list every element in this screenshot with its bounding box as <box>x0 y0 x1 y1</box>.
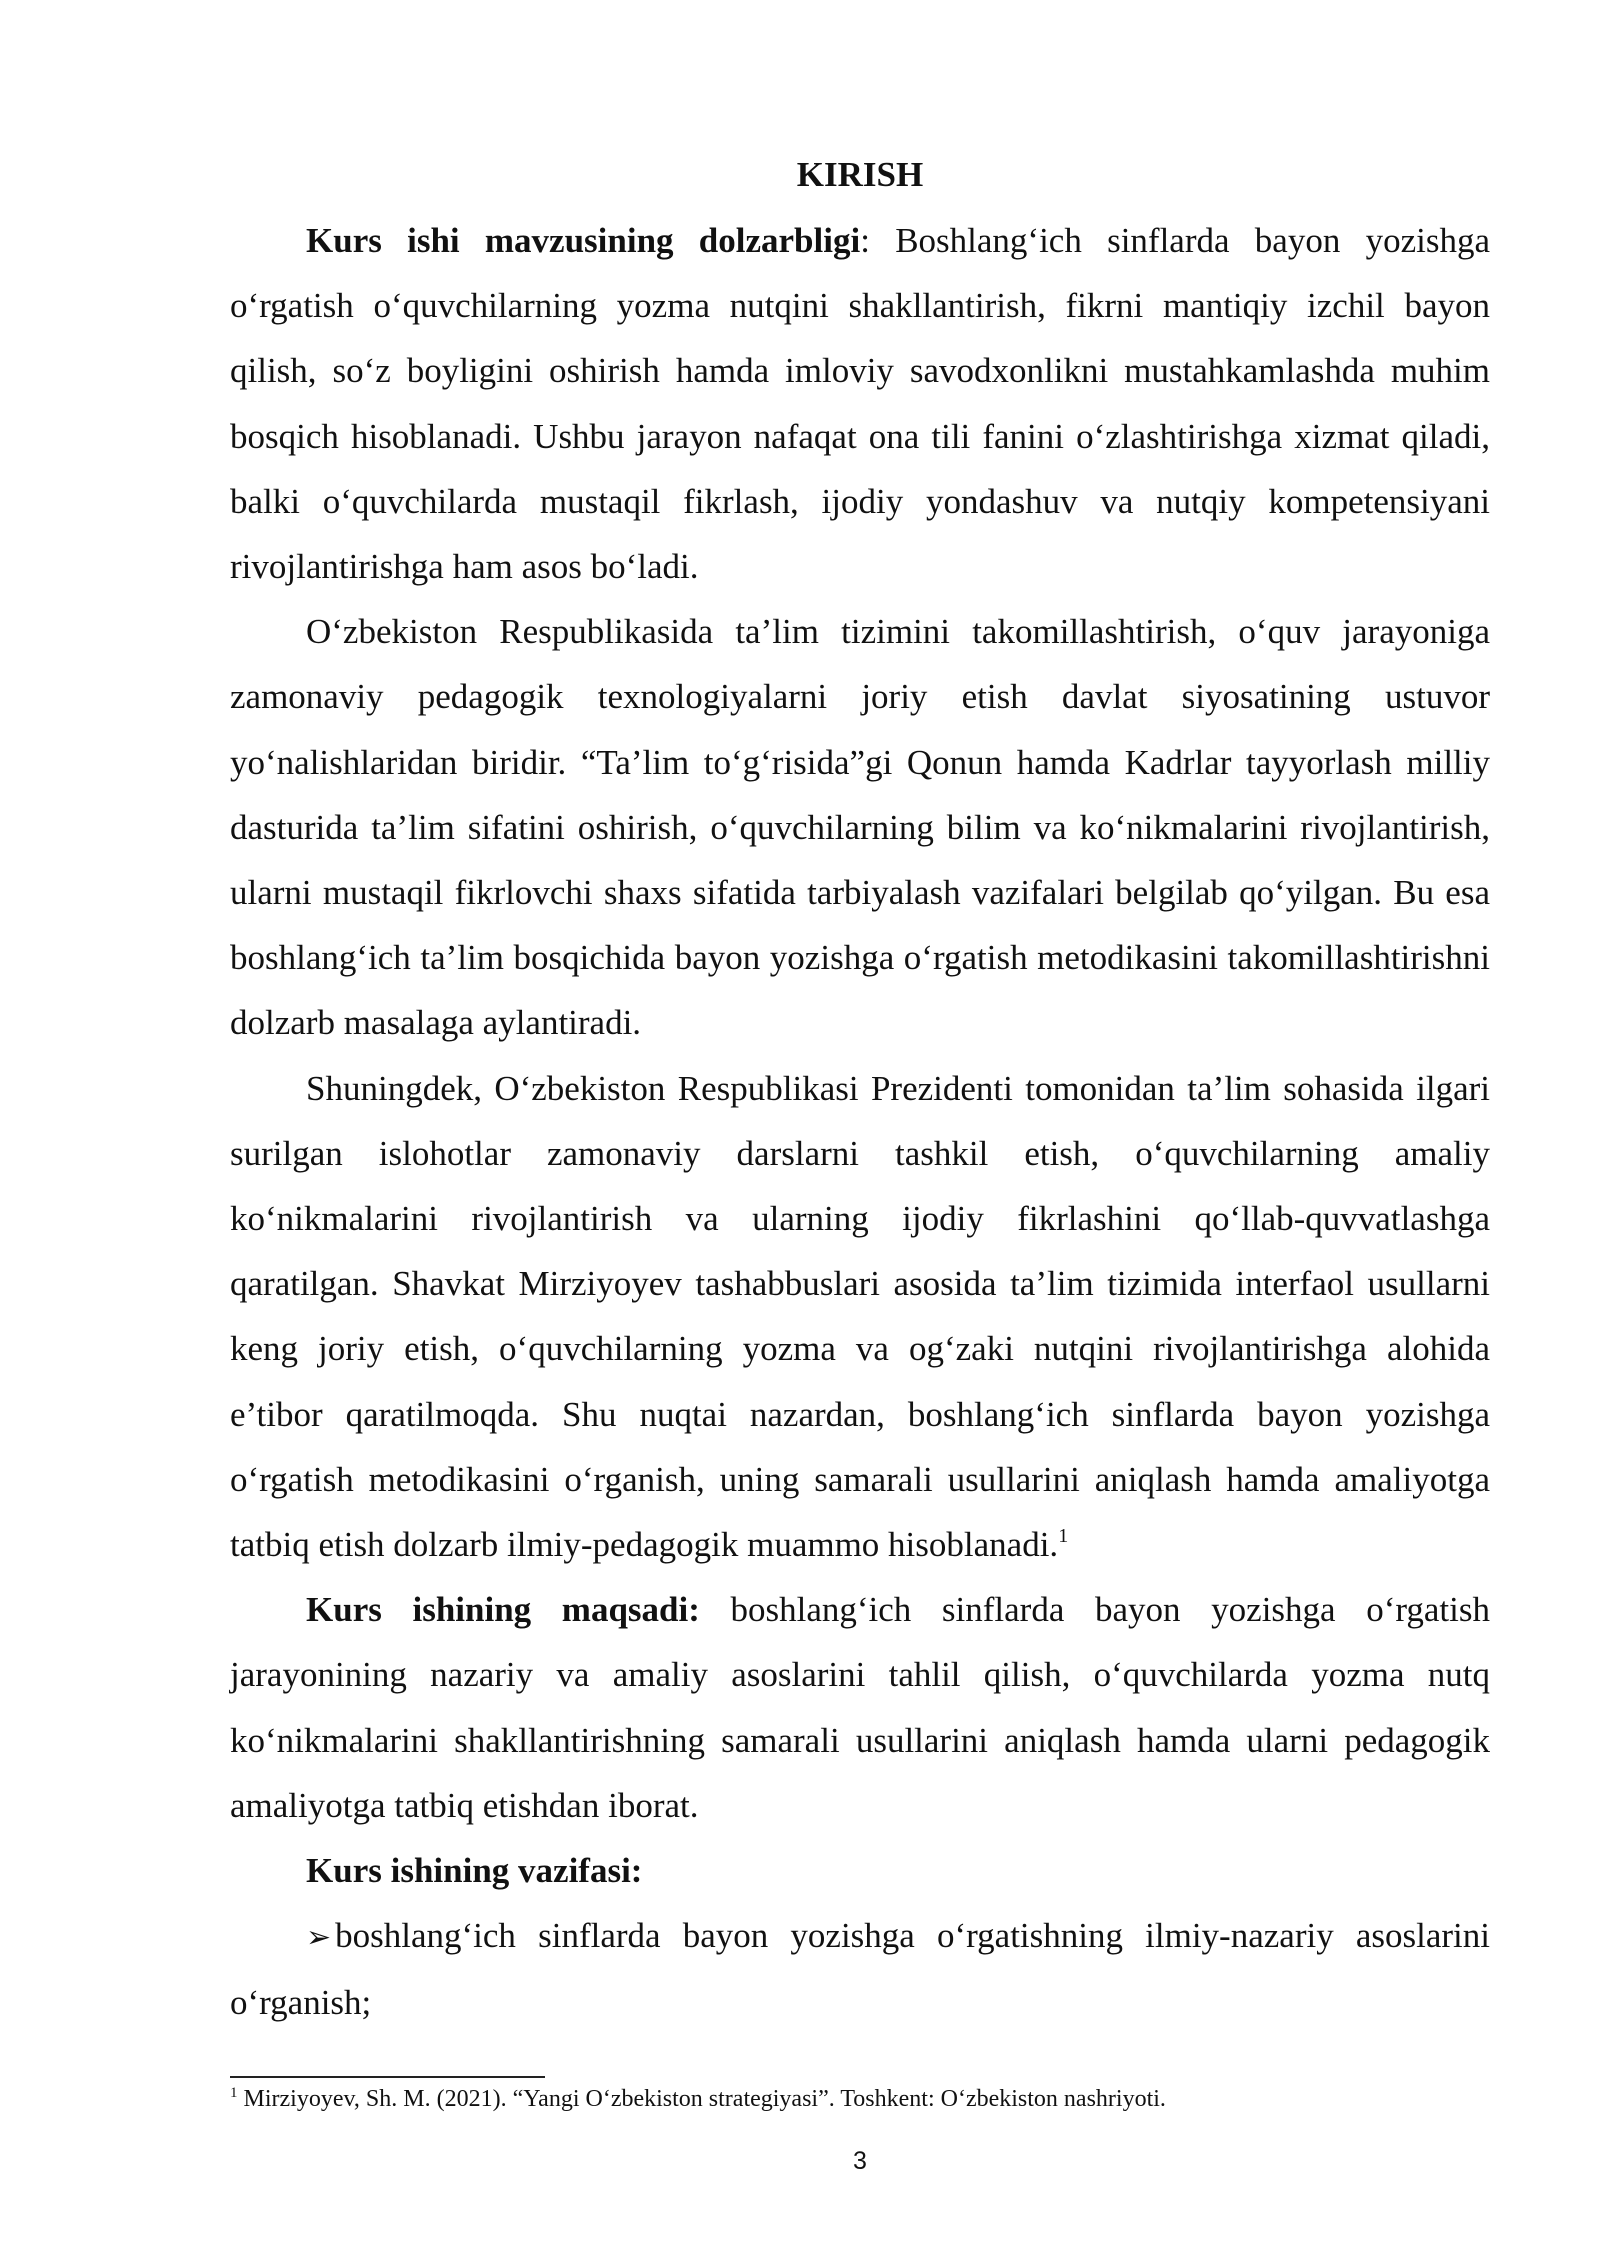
footnote-number: 1 <box>230 2085 238 2101</box>
footnote-text: Mirziyoyev, Sh. M. (2021). “Yangi O‘zbekiston strategiyasi”. Toshkent: O‘zbekiston nashriyoti. <box>237 2086 1166 2112</box>
footnote <box>230 2082 1490 2116</box>
paragraph-relevance <box>230 208 1490 599</box>
footnote-separator <box>230 2076 545 2078</box>
footnote-reference[interactable]: 1 <box>1058 1525 1069 1548</box>
body-text <box>230 208 1490 2036</box>
relevance-text: Boshlang‘ich sinflarda bayon yozishga o‘rgatish o‘quvchilarning yozma nutqini shakllantirish, fikrni mantiqiy izchil bayon qilish, so‘z boyligini oshirish hamda imloviy savodxonlikni mustahkamlashda muhim bosqich hisoblanadi. Ushbu jarayon nafaqat ona tili fanini o‘zlashtirishga xizmat qiladi, balki o‘quvchilarda mustaqil fikrlash, ijodiy yondashuv va nutqiy kompetensiyani rivojlantirishga ham asos bo‘ladi. <box>230 221 1490 587</box>
tasks-title-label: Kurs ishining vazifasi: <box>306 1851 643 1891</box>
arrowhead-bullet-icon: ➢ <box>306 1920 332 1956</box>
section-heading: KIRISH <box>796 155 924 194</box>
task-item-text: boshlang‘ich sinflarda bayon yozishga o‘rgatishning ilmiy-nazariy asoslarini o‘rganish; <box>230 1916 1490 2023</box>
paragraph-reforms <box>230 1056 1490 1578</box>
task-list-item <box>230 1903 1490 2035</box>
relevance-label: Kurs ishi mavzusining dolzarbligi <box>306 221 861 260</box>
page-number: 3 <box>853 2147 867 2175</box>
relevance-colon: : <box>860 221 870 260</box>
goal-label: Kurs ishining maqsadi: <box>306 1590 700 1630</box>
tasks-title <box>230 1838 1490 1903</box>
goal-text: boshlang‘ich sinflarda bayon yozishga o‘rgatish jarayonining nazariy va amaliy asoslarini tahlil qilish, o‘quvchilarda yozma nutq ko‘nikmalarini shakllantirishning samarali usullarini aniqlash hamda ularni pedagogik amaliyotga tatbiq etishdan iborat. <box>230 1590 1490 1825</box>
paragraph-goal <box>230 1577 1490 1838</box>
paragraph-education-policy: O‘zbekiston Respublikasida ta’lim tizimini takomillashtirish, o‘quv jarayoniga zamonaviy pedagogik texnologiyalarni joriy etish davlat siyosatining ustuvor yo‘nalishlaridan biridir. “Ta’lim to‘g‘risida”gi Qonun hamda Kadrlar tayyorlash milliy dasturida ta’lim sifatini oshirish, o‘quvchilarning bilim va ko‘nikmalarini rivojlantirish, ularni mustaqil fikrlovchi shaxs sifatida tarbiyalash vazifalari belgilab qo‘yilgan. Bu esa boshlang‘ich ta’lim bosqichida bayon yozishga o‘rgatish metodikasini takomillashtirishni dolzarb masalaga aylantiradi. <box>230 612 1490 1043</box>
reforms-text: Shuningdek, O‘zbekiston Respublikasi Prezidenti tomonidan ta’lim sohasida ilgari surilgan islohotlar zamonaviy darslarni tashkil etish, o‘quvchilarning amaliy ko‘nikmalarini rivojlantirish va ularning ijodiy fikrlashini qo‘llab-quvvatlashga qaratilgan. Shavkat Mirziyoyev tashabbuslari asosida ta’lim tizimida interfaol usullarni keng joriy etish, o‘quvchilarning yozma va og‘zaki nutqini rivojlantirishga alohida e’tibor qaratilmoqda. Shu nuqtai nazardan, boshlang‘ich sinflarda bayon yozishga o‘rgatish metodikasini o‘rganish, uning samarali usullarini aniqlash hamda amaliyotga tatbiq etish dolzarb ilmiy-pedagogik muammo hisoblanadi. <box>230 1068 1490 1565</box>
